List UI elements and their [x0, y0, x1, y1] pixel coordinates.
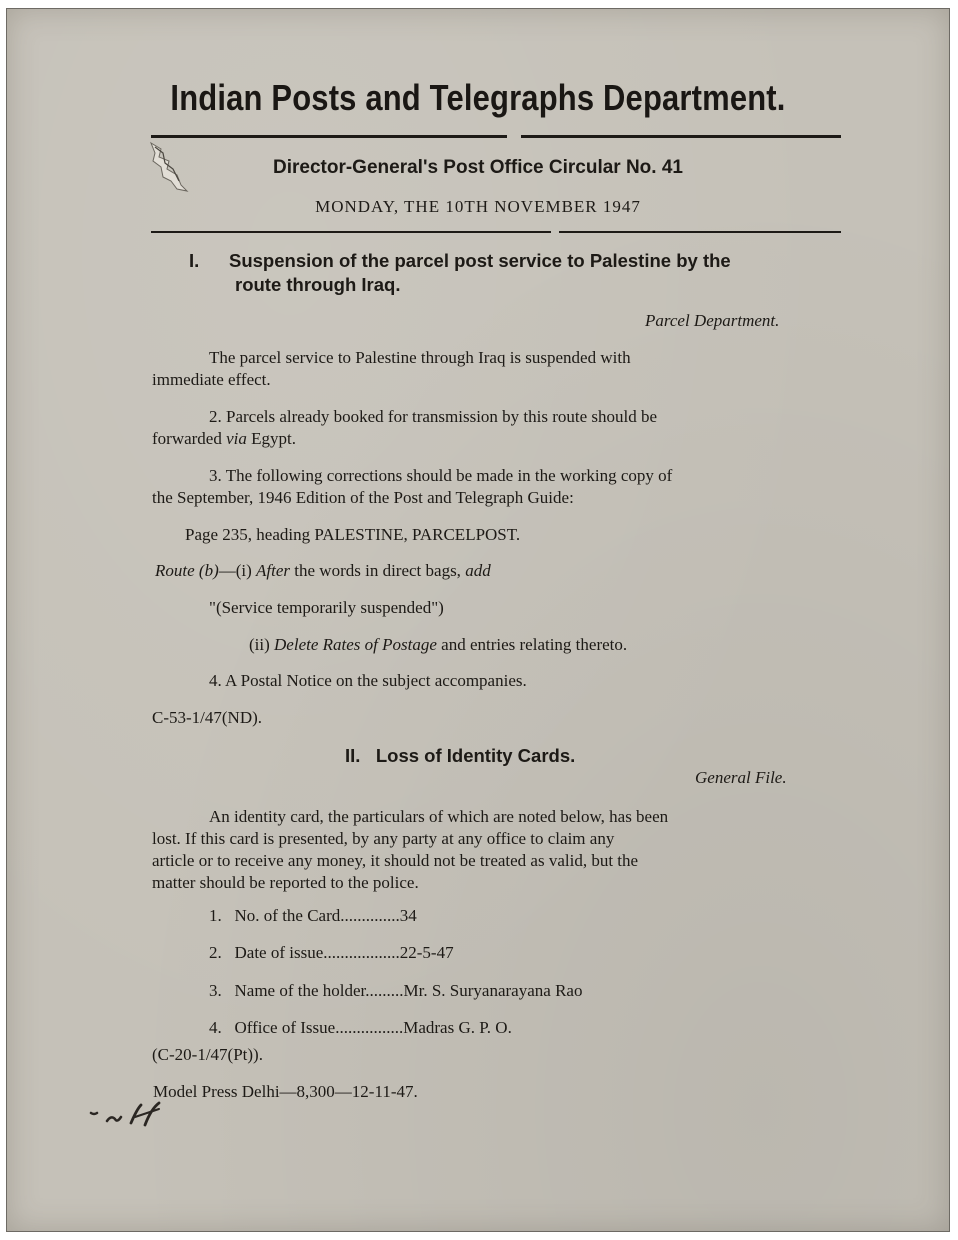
page-reference: Page 235, heading PALESTINE, PARCELPOST. — [185, 525, 521, 544]
section1-paragraph1-line1: The parcel service to Palestine through Iraq is suspended with — [209, 348, 631, 367]
press-imprint: Model Press Delhi—8,300—12-11-47. — [153, 1082, 418, 1101]
egypt-text: Egypt. — [246, 429, 296, 448]
section1-heading-line2: route through Iraq. — [235, 274, 401, 295]
add-italic: add — [465, 561, 491, 580]
detail-label: No. of the Card.............. — [234, 906, 400, 925]
detail-label: Name of the holder......... — [234, 981, 404, 1000]
circular-number: Director-General's Post Office Circular No. 41 — [273, 157, 683, 178]
after-italic: After — [256, 561, 291, 580]
section1-number: I. — [189, 250, 200, 271]
circular-page — [6, 8, 950, 1232]
detail-number: 1. — [209, 906, 222, 925]
detail-value: 34 — [399, 906, 417, 925]
section1-paragraph1-line2: immediate effect. — [152, 370, 271, 389]
route-line — [155, 561, 491, 581]
section1-heading-line1: Suspension of the parcel post service to Palestine by the — [229, 250, 731, 271]
section2-paragraph-line4: matter should be reported to the police. — [152, 873, 419, 892]
delete-italic: Delete Rates of Postage — [274, 635, 437, 654]
detail-label: Date of issue.................. — [234, 943, 400, 962]
section1-paragraph2-line2 — [152, 429, 296, 449]
section2-paragraph-line1: An identity card, the particulars of which are noted below, has been — [209, 807, 669, 826]
section1-paragraph3-line2: the September, 1946 Edition of the Post and Telegraph Guide: — [152, 488, 574, 507]
section2-heading: II. Loss of Identity Cards. — [345, 745, 576, 766]
delete-number: (ii) — [249, 635, 275, 654]
detail-item — [209, 943, 454, 963]
detail-value: 22-5-47 — [399, 943, 454, 962]
detail-number: 3. — [209, 981, 222, 1000]
section2-paragraph-line2: lost. If this card is presented, by any party at any office to claim any — [152, 829, 615, 848]
circular-date: MONDAY, THE 10TH NOVEMBER 1947 — [315, 197, 641, 216]
date-rule-right — [559, 231, 841, 233]
section1-paragraph2-line1: 2. Parcels already booked for transmission by this route should be — [209, 407, 658, 426]
service-suspended-note: "(Service temporarily suspended") — [209, 598, 444, 617]
handwritten-mark — [87, 1095, 187, 1135]
delete-suffix: and entries relating thereto. — [436, 635, 628, 654]
detail-item — [209, 906, 417, 926]
section1-department: Parcel Department. — [645, 311, 780, 330]
title-rule-left — [151, 135, 507, 138]
via-italic: via — [226, 429, 247, 448]
section1-paragraph3-line1: 3. The following corrections should be made in the working copy of — [209, 466, 673, 485]
title-rule-right — [521, 135, 841, 138]
detail-item — [209, 981, 582, 1001]
forwarded-text: forwarded — [152, 429, 227, 448]
detail-value: Mr. S. Suryanarayana Rao — [403, 981, 583, 1000]
postal-notice-line: 4. A Postal Notice on the subject accompanies. — [209, 671, 527, 690]
section2-reference: (C-20-1/47(Pt)). — [152, 1045, 263, 1064]
route-words: the words in direct bags, — [290, 561, 466, 580]
section1-reference: C-53-1/47(ND). — [152, 708, 263, 727]
route-label: Route (b) — [155, 561, 219, 580]
detail-label: Office of Issue................ — [234, 1018, 404, 1037]
detail-number: 4. — [209, 1018, 222, 1037]
route-sub: —(i) — [218, 561, 257, 580]
delete-rates-line — [249, 635, 627, 655]
detail-value: Madras G. P. O. — [403, 1018, 512, 1037]
detail-number: 2. — [209, 943, 222, 962]
document-title: Indian Posts and Telegraphs Department. — [170, 77, 786, 118]
date-rule-left — [151, 231, 551, 233]
section2-paragraph-line3: article or to receive any money, it should not be treated as valid, but the — [152, 851, 639, 870]
section2-file: General File. — [695, 768, 787, 787]
detail-item — [209, 1018, 512, 1038]
